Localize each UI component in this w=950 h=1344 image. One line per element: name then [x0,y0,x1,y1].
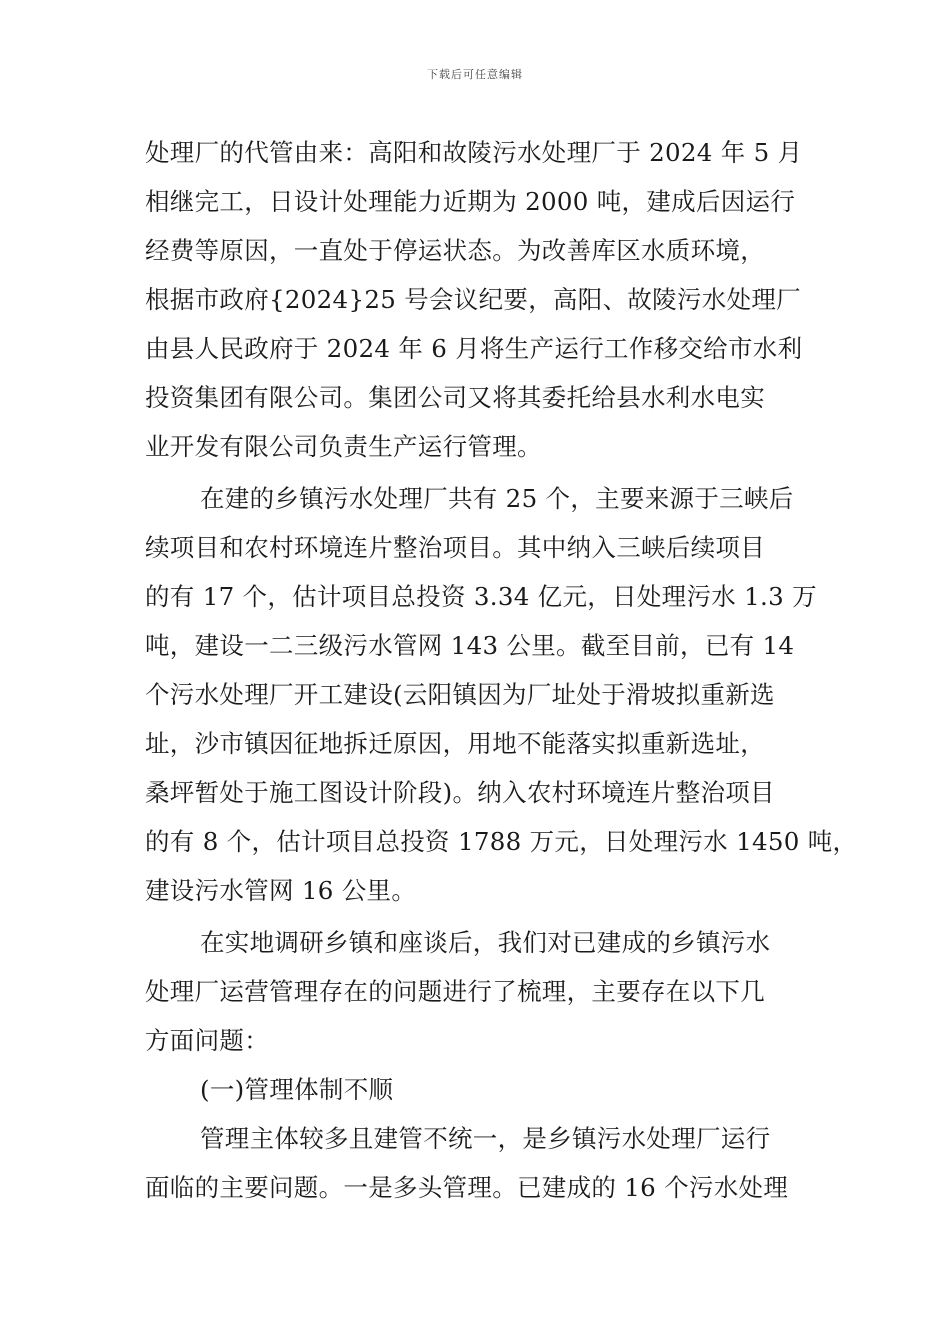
text-line: 相继完工，日设计处理能力近期为 2000 吨，建成后因运行 [145,187,796,216]
text-line: 业开发有限公司负责生产运行管理。 [145,432,542,461]
text-line: 根据市政府{2024}25 号会议纪要，高阳、故陵污水处理厂 [145,285,801,314]
text-line: 面临的主要问题。一是多头管理。已建成的 16 个污水处理 [145,1173,789,1202]
paragraph-4 [145,1114,815,1212]
paragraph-2 [145,474,858,915]
text-line: 址，沙市镇因征地拆迁原因，用地不能落实拟重新选址， [145,729,765,758]
text-line: 的有 8 个，估计项目总投资 1788 万元，日处理污水 1450 吨， [145,827,858,856]
text-line: 处理厂的代管由来：高阳和故陵污水处理厂于 2024 年 5 月 [145,138,803,167]
text-line: 经费等原因，一直处于停运状态。为改善库区水质环境， [145,236,765,265]
text-line: 吨，建设一二三级污水管网 143 公里。截至目前，已有 14 [145,631,795,660]
text-line: 续项目和农村环境连片整治项目。其中纳入三峡后续项目 [145,533,765,562]
text-line: 投资集团有限公司。集团公司又将其委托给县水利水电实 [145,383,765,412]
paragraph-1 [145,128,815,471]
page-header: 下载后可任意编辑 [427,68,523,81]
text-line: 的有 17 个，估计项目总投资 3.34 亿元，日处理污水 1.3 万 [145,582,817,611]
text-line: 桑坪暂处于施工图设计阶段)。纳入农村环境连片整治项目 [145,778,775,807]
text-line: 处理厂运营管理存在的问题进行了梳理，主要存在以下几 [145,977,765,1006]
text-line: 在建的乡镇污水处理厂共有 25 个，主要来源于三峡后 [200,484,794,513]
paragraph-3 [145,918,815,1065]
section-heading [145,1065,815,1114]
text-line: 管理主体较多且建管不统一，是乡镇污水处理厂运行 [200,1124,771,1153]
text-line: 在实地调研乡镇和座谈后，我们对已建成的乡镇污水 [200,928,771,957]
section-heading-text: (一)管理体制不顺 [200,1075,394,1104]
text-line: 由县人民政府于 2024 年 6 月将生产运行工作移交给市水利 [145,334,803,363]
text-line: 建设污水管网 16 公里。 [145,876,417,905]
text-line: 个污水处理厂开工建设(云阳镇因为厂址处于滑坡拟重新选 [145,680,775,709]
text-line: 方面问题： [145,1026,269,1055]
document-body [145,128,858,1212]
